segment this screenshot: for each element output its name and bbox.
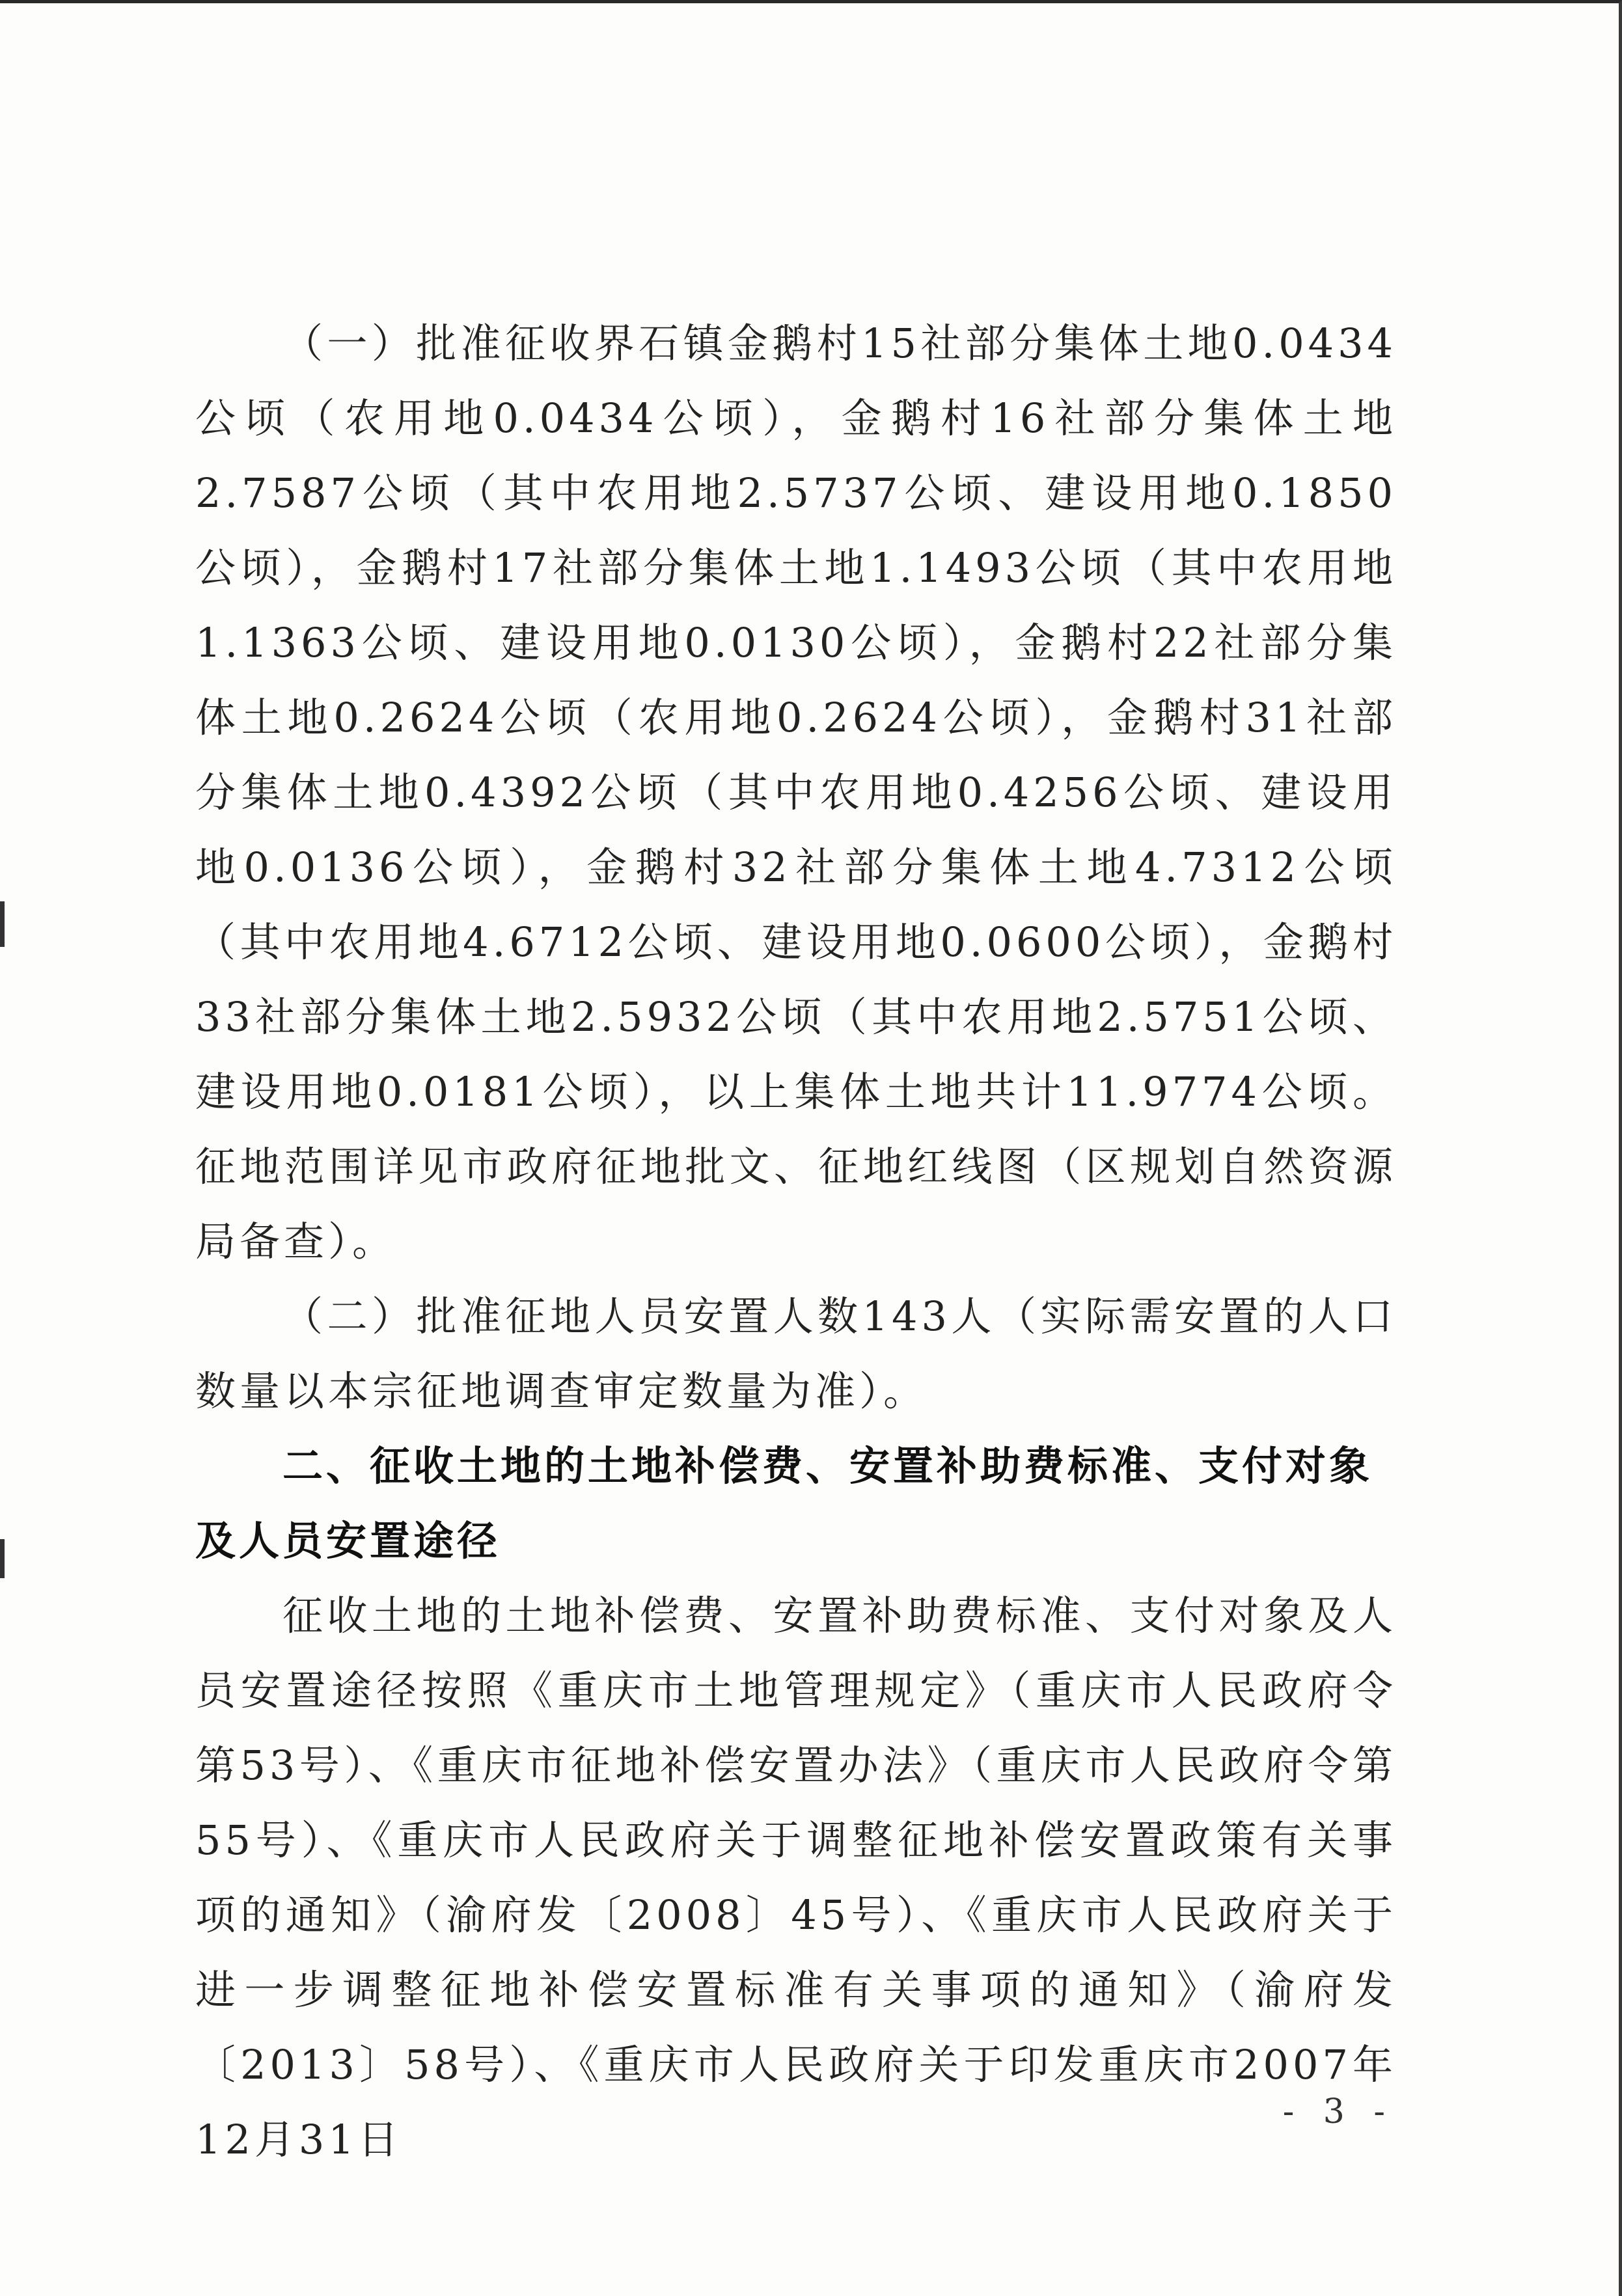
paragraph-resettlement-count: （二）批准征地人员安置人数143人（实际需安置的人口数量以本宗征地调查审定数量为准）。 <box>195 1292 1397 1415</box>
section-heading: 二、征收土地的土地补偿费、安置补助费标准、支付对象及人员安置途径 <box>195 1442 1373 1565</box>
scan-edge-mark <box>0 1539 5 1578</box>
scan-edge-mark <box>0 901 5 947</box>
page-number: - 3 - <box>1282 2092 1394 2131</box>
document-body <box>195 306 1397 2177</box>
paragraph-compensation-basis: 征收土地的土地补偿费、安置补助费标准、支付对象及人员安置途径按照《重庆市土地管理规定》（重庆市人民政府令第53号）、《重庆市征地补偿安置办法》（重庆市人民政府令第55号）、《重庆市人民政府关于调整征地补偿安置政策有关事项的通知》（渝府发〔2008〕45号）、《重庆市人民政府关于进一步调整征地补偿安置标准有关事项的通知》（渝府发〔2013〕58号）、《重庆市人民政府关于印发重庆市2007年12月31日 <box>195 1592 1397 2163</box>
paragraph-land-acquisition: （一）批准征收界石镇金鹅村15社部分集体土地0.0434公顷（农用地0.0434公顷），金鹅村16社部分集体土地2.7587公顷（其中农用地2.5737公顷、建设用地0.1850公顷），金鹅村17社部分集体土地1.1493公顷（其中农用地1.1363公顷、建设用地0.0130公顷），金鹅村22社部分集体土地0.2624公顷（农用地0.2624公顷），金鹅村31社部分集体土地0.4392公顷（其中农用地0.4256公顷、建设用地0.0136公顷），金鹅村32社部分集体土地4.7312公顷（其中农用地4.6712公顷、建设用地0.0600公顷），金鹅村33社部分集体土地2.5932公顷（其中农用地2.5751公顷、建设用地0.0181公顷），以上集体土地共计11.9774公顷。征地范围详见市政府征地批文、征地红线图（区规划自然资源局备查）。 <box>195 320 1397 1265</box>
